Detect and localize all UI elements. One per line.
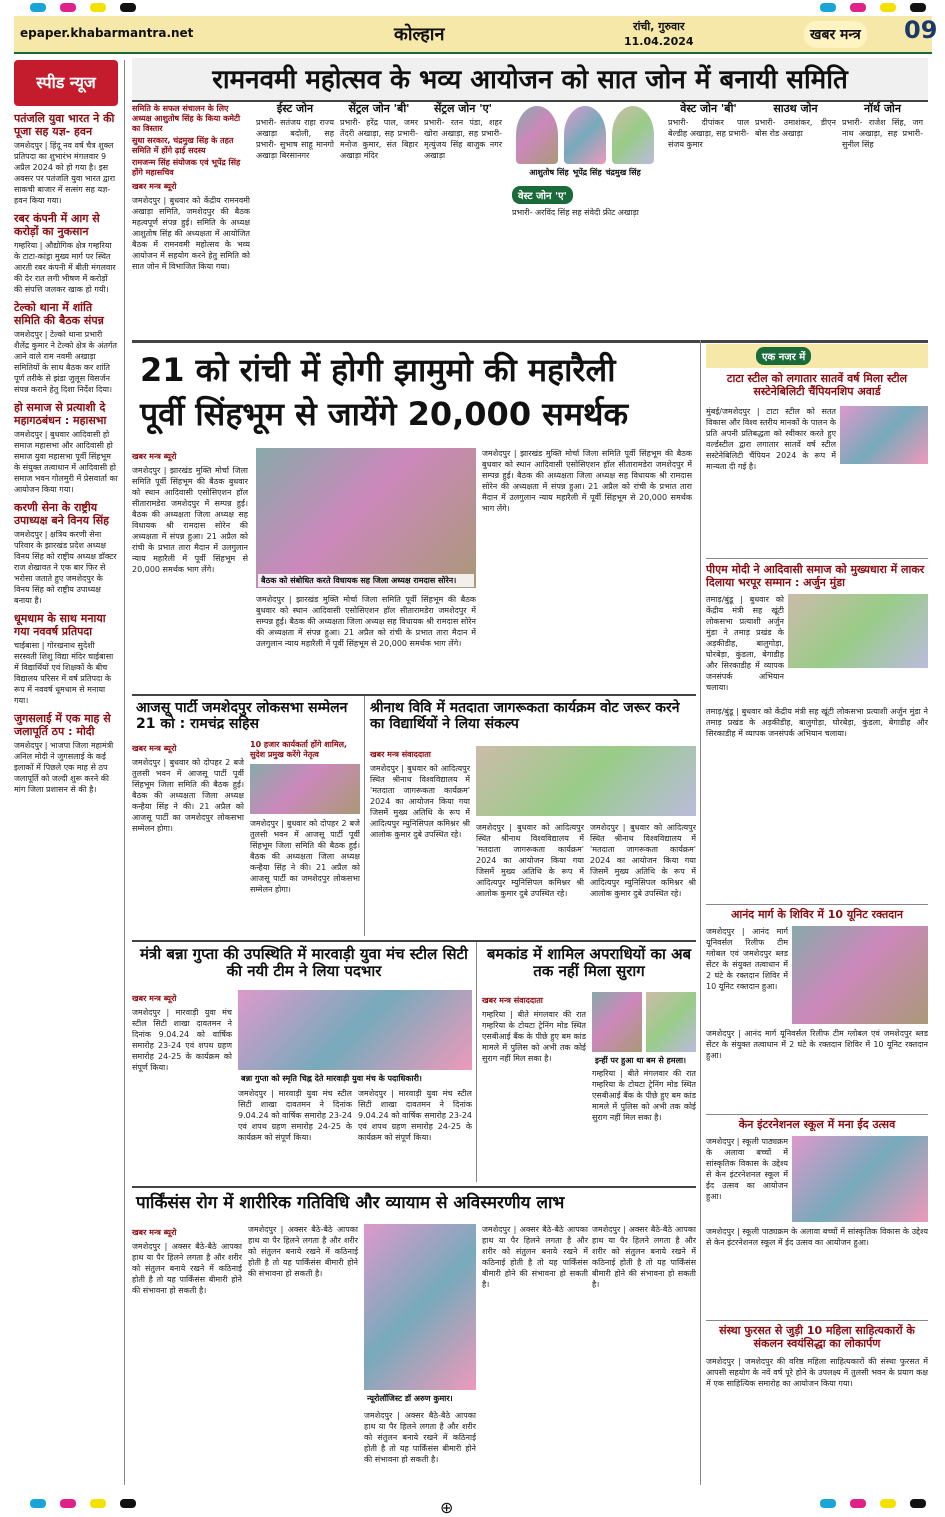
marwari-body-cont: जमशेदपुर | मारवाड़ी युवा मंच स्टील सिटी शाखा दावतमन ने दिनांक 9.04.24 को वार्षिक समारोह 23-24 एवं शपथ ग्रहण समारोह 24-25 के कार्यक्रम को संपूर्ण किया। bbox=[358, 1089, 472, 1142]
registration-marks-bottom bbox=[0, 1496, 945, 1510]
lead-headline-line2: पूर्वी सिंहभूम से जायेंगे 20,000 समर्थक bbox=[140, 395, 629, 433]
speed-news-headline: रबर कंपनी में आग से करोड़ों का नुकसान bbox=[14, 212, 100, 238]
story-divider bbox=[706, 1114, 928, 1115]
sanstha-headline: संस्था फुरसत से जुड़ी 10 महिला साहित्यकारों के संकलन स्वयंसिद्धा का लोकार्पण bbox=[719, 1324, 915, 1351]
zone-title: वेस्ट जोन 'बी' bbox=[680, 102, 737, 115]
shrinath-body-cont: जमशेदपुर | बुधवार को आदित्यपुर स्थित श्रीनाथ विश्वविद्यालय में 'मतदाता जागरूकता कार्यक्रम' 2024 का आयोजन किया गया जिसमें मुख्य अतिथि के रूप में आदित्यपुर म्युनिसिपल कमिश्नर श्री आलोक कुमार दुबे उपस्थित रहे। bbox=[590, 823, 696, 898]
masthead bbox=[14, 16, 938, 54]
nazar-tag: एक नजर में bbox=[756, 347, 811, 365]
anand-headline: आनंद मार्ग के शिविर में 10 यूनिट रक्तदान bbox=[730, 908, 904, 921]
zone-text: प्रभारी- सतंजय राहा राज्य अखाड़ा बदोली, सह प्रभारी- सुभाष साहू मानगो अखाड़ा बिरसानगर bbox=[256, 118, 334, 160]
parkinson-text bbox=[132, 1224, 242, 1485]
column-divider bbox=[364, 696, 365, 936]
registration-marks-top bbox=[0, 0, 945, 14]
speed-news-headline: हो समाज से प्रत्याशी दे महागठबंधन : महासभा bbox=[14, 401, 107, 427]
lead-headline-line1: 21 को रांची में होगी झामुमो की महारैली bbox=[140, 351, 616, 389]
anand-body-cont: जमशेदपुर | आनंद मार्ग यूनिवर्सल रिलीफ टीम ग्लोबल एवं जमशेदपुर ब्लड सेंटर के संयुक्त तत्वाधान में 2 घंटे के रक्तदान शिविर में 10 यूनिट रक्तदान हुआ। bbox=[706, 1029, 928, 1060]
anand-body: जमशेदपुर | आनंद मार्ग यूनिवर्सल रिलीफ टीम ग्लोबल एवं जमशेदपुर ब्लड सेंटर के संयुक्त तत्वाधान में 2 घंटे के रक्तदान शिविर में 10 यूनिट रक्तदान हुआ। bbox=[706, 927, 788, 991]
section-divider bbox=[132, 1186, 696, 1188]
official-photo bbox=[612, 106, 654, 164]
column-divider bbox=[700, 340, 701, 1485]
speed-news-headline: पतंजलि युवा भारत ने की पूजा सह यज्ञ- हवन bbox=[14, 112, 115, 138]
zone-text: प्रभारी- हरेंद्र पाल, जमर तेंदरी अखाड़ा, सह प्रभारी- मनोज कुमार, संत बिहार अखाड़ा मंदिर bbox=[340, 118, 418, 160]
official-name: आशुतोष सिंह bbox=[529, 168, 569, 177]
officials-photos bbox=[512, 104, 662, 254]
marwari-photo bbox=[238, 990, 472, 1070]
zone-text: प्रभारी- उमाशंकर, डीएन बोस रोड अखाड़ा bbox=[755, 118, 836, 138]
bamkand-photo-caption: इन्हीं पर हुआ था बम से हमला। bbox=[592, 1054, 696, 1067]
shrinath-headline: श्रीनाथ विवि में मतदाता जागरूकता कार्यक्रम वोट जरूर करने का विद्यार्थियों ने लिया संकल्प bbox=[370, 700, 680, 733]
story-divider bbox=[706, 558, 928, 559]
lead-story-body-cont: जमशेदपुर | झारखंड मुक्ति मोर्चा जिला समिति पूर्वी सिंहभूम की बैठक बुधवार को स्थान आदिवासी एसोसिएशन हॉल सीतारामडेरा जमशेदपुर में सम्पन्न हुई। बैठक की अध्यक्षता जिला अध्यक्ष सह विधायक श्री रामदास सोरेन की अध्यक्षता में संपन्न हुआ। 21 अप्रैल को रांची के प्रभात तारा मैदान में उलगुलान न्याय महारैली में पूर्वी सिंहभूम से 20,000 समर्थक भाग लेंगे। bbox=[482, 449, 692, 513]
zone-text: प्रभारी- राजेश सिंह, जग नाथ अखाड़ा, सह प्रभारी- सुनील सिंह bbox=[842, 118, 923, 149]
lead-story-photo bbox=[256, 448, 476, 588]
ajsu-body: जमशेदपुर | बुधवार को दोपहर 2 बजे तुलसी भवन में आजसू पार्टी पूर्वी सिंहभूम जिला समिति की बैठक हुई। बैठक की अध्यक्षता जिला अध्यक्ष कन्हैया सिंह ने की। 21 अप्रैल को आजसू पार्टी का जमशेदपुर लोकसभा सम्मेलन होगा। bbox=[132, 758, 244, 833]
page-number: 09 bbox=[904, 16, 938, 44]
zone-title: सेंट्रल जोन 'बी' bbox=[348, 102, 410, 115]
accused-photo bbox=[646, 992, 696, 1052]
ajsu-point: 10 हजार कार्यकर्ता होंगे शामिल, सुदेश प्रमुख करेंगे नेतृत्व bbox=[250, 740, 348, 759]
eid-celebration-photo bbox=[792, 1136, 928, 1222]
ajsu-right-col bbox=[250, 740, 360, 938]
sidebar-point: समिति के सफल संचालन के लिए अध्यक्ष आशुतोष सिंह के किया कमेटी का विस्तार bbox=[132, 104, 241, 133]
official-photo bbox=[516, 106, 558, 164]
speed-news-body: जमशेदपुर | टेल्को थाना प्रभारी शैलेंद्र कुमार ने टेल्को क्षेत्र के अंतर्गत आने वाले राम नवमी अखाड़ा समितियों के साथ बैठक कर शांति पूर्ण तरीके से झंडा जुलूस विसर्जन संपन्न कराने हेतु दिशा निर्देश दिया। bbox=[14, 330, 117, 394]
shrinath-body: जमशेदपुर | बुधवार को आदित्यपुर स्थित श्रीनाथ विश्वविद्यालय में 'मतदाता जागरूकता कार्यक्रम' 2024 का आयोजन किया गया जिसमें मुख्य अतिथि के रूप में आदित्यपुर म्युनिसिपल कमिश्नर श्री आलोक कुमार दुबे उपस्थित रहे। bbox=[370, 764, 470, 839]
marwari-headline: मंत्री बन्ना गुप्ता की उपस्थिति में मारवाड़ी युवा मंच स्टील सिटी की नयी टीम ने लिया पदभार bbox=[140, 945, 468, 981]
sidebar-point: सुधा सरकार, चंद्रमुख सिंह के तहत समिति में होंगे ढ़ाई सदस्य bbox=[132, 136, 234, 155]
blood-donation-photo bbox=[792, 926, 928, 1024]
speed-news-headline: जुगसलाई में एक माह से जलापूर्ति ठप : मोदी bbox=[14, 712, 111, 738]
parkinson-headline: पार्किंसंस रोग में शारीरिक गतिविधि और व्यायाम से अविस्मरणीय लाभ bbox=[136, 1193, 565, 1213]
top-story-headline: रामनवमी महोत्सव के भव्य आयोजन को सात जोन में बनायी समिति bbox=[132, 58, 928, 102]
lead-story-body: जमशेदपुर | झारखंड मुक्ति मोर्चा जिला समिति पूर्वी सिंहभूम की बैठक बुधवार को स्थान आदिवासी एसोसिएशन हॉल सीतारामडेरा जमशेदपुर में सम्पन्न हुई। बैठक की अध्यक्षता जिला अध्यक्ष सह विधायक श्री रामदास सोरेन की अध्यक्षता में संपन्न हुआ। 21 अप्रैल को रांची के प्रभात तारा मैदान में उलगुलान न्याय महारैली में पूर्वी सिंहभूम से 20,000 समर्थक भाग लेंगे। bbox=[132, 466, 248, 574]
speed-news-headline: करणी सेना के राष्ट्रीय उपाध्यक्ष बने विनय सिंह bbox=[14, 501, 109, 527]
zone-box bbox=[256, 104, 334, 161]
issue-date: 11.04.2024 bbox=[624, 35, 694, 48]
byline: खबर मन्त्र ब्यूरो bbox=[132, 1228, 177, 1237]
section-divider bbox=[132, 940, 696, 942]
city-day: रांची, गुरुवार bbox=[633, 20, 685, 33]
nazar-header bbox=[706, 344, 928, 368]
parkinson-body-cont: जमशेदपुर | अक्सर बैठे-बैठे आपका हाथ या पैर हिलने लगता है और शरीर को संतुलन बनाये रखने में कठिनाई होती है तो यह पार्किंसंस बीमारी होने की संभावना हो सकती है। bbox=[364, 1411, 476, 1464]
zone-box bbox=[340, 104, 418, 161]
zone-title: नॉर्थ जोन bbox=[864, 102, 901, 115]
doctor-photo-caption: न्यूरोलॉजिस्ट डॉ अरुण कुमार। bbox=[364, 1392, 476, 1405]
top-story-sidebar bbox=[132, 104, 250, 313]
speed-news-body: जमशेदपुर | भाजपा जिला महामंत्री अनिल मोदी ने जुगसलाई के कई इलाकों में पिछले एक माह से ठप जलापूर्ति को जल्दी शुरू करने की मांग जिला प्रशासन से की है। bbox=[14, 741, 114, 794]
zone-box bbox=[424, 104, 502, 161]
cairn-body-cont: जमशेदपुर | स्कूली पाठ्यक्रम के अलावा बच्चों में सांस्कृतिक विकास के उद्देश्य से केन इंटरनेशनल स्कूल में ईद उत्सव का आयोजन हुआ। bbox=[706, 1227, 928, 1247]
byline: खबर मन्त्र संवाददाता bbox=[482, 996, 543, 1005]
sidebar-point: रामजन्म सिंह संयोजक एवं भूपेंद्र सिंह होंगे महासचिव bbox=[132, 158, 241, 177]
tata-body: मुंबई/जमशेदपुर | टाटा स्टील को सतत विकास और विश्व स्तरीय मानकों के पालन के प्रति अपनी प्रतिबद्धता को स्वीकार करते हुए वर्ल्डस्टील द्वारा लगातार सातवें वर्ष स्टील सस्टेनेबिलिटी चैंपियन 2024 के रूप में मान्यता दी गई है। bbox=[706, 407, 836, 471]
zone-text: प्रभारी- रतन पंडा, शहर खोरा अखाड़ा, सह प्रभारी- मृत्युंजय सिंह बाजुक नगर अखाड़ा bbox=[424, 118, 502, 160]
parkinson-body: जमशेदपुर | अक्सर बैठे-बैठे आपका हाथ या पैर हिलने लगता है और शरीर को संतुलन बनाये रखने में कठिनाई होती है तो यह पार्किंसंस बीमारी होने की संभावना हो सकती है। bbox=[132, 1242, 242, 1295]
zone-title: सेंट्रल जोन 'ए' bbox=[433, 102, 493, 115]
epaper-url-link[interactable]: epaper.khabarmantra.net bbox=[20, 26, 194, 40]
tata-headline: टाटा स्टील को लगातार सातवें वर्ष मिला स्टील सस्टेनेबिलिटी चैंपियनशिप अवार्ड bbox=[726, 372, 908, 399]
zones-group-2 bbox=[668, 104, 928, 254]
brand-logo: खबर मन्त्र bbox=[804, 21, 867, 48]
modi-body-cont: तमाड़/बुंडू | बुधवार को केंद्रीय मंत्री सह खूंटी लोकसभा प्रत्याशी अर्जुन मुंडा ने तमाड़ प्रखंड के अड़कीडीह, बालुगोड़ा, घोरबेड़ा, कुंडला, बेगाडीह और सिरकाडीह में व्यापक जनसंपर्क अभियान चलाया। bbox=[706, 707, 928, 738]
zones-group-1 bbox=[256, 104, 506, 254]
shrinath-event-photo bbox=[476, 746, 696, 816]
cairn-headline: केन इंटरनेशनल स्कूल में मना ईद उत्सव bbox=[738, 1118, 896, 1131]
top-story-body: जमशेदपुर | बुधवार को केंद्रीय रामनवमी अखाड़ा समिति, जमशेदपुर की बैठक महत्वपूर्ण संपन्न हुई। समिति के अध्यक्ष आशुतोष सिंह की अध्यक्षता में आयोजित बैठक में रामनवमी महोत्सव के भव्य आयोजन में सहयोग करने हेतु समिति को सात जोन में विभाजित किया गया। bbox=[132, 196, 250, 271]
speed-news-body: जमशेदपुर | बुधवार आदिवासी हो समाज महासभा और आदिवासी हो समाज युवा महासभा पूर्वी सिंहभूम के संयुक्त तत्वाधान में आदिवासी हो समाज भवन गोलमुरी में प्रेसवार्ता का आयोजन किया गया। bbox=[14, 430, 118, 494]
zone-box bbox=[668, 104, 749, 150]
doctor-photo bbox=[364, 1224, 476, 1390]
dateline bbox=[624, 19, 694, 49]
ajsu-body-cont: जमशेदपुर | बुधवार को दोपहर 2 बजे तुलसी भवन में आजसू पार्टी पूर्वी सिंहभूम जिला समिति की बैठक हुई। बैठक की अध्यक्षता जिला अध्यक्ष कन्हैया सिंह ने की। 21 अप्रैल को आजसू पार्टी का जमशेदपुर लोकसभा सम्मेलन होगा। bbox=[250, 819, 360, 894]
marwari-photo-caption: बन्ना गुप्ता को स्मृति चिह्न देते मारवाड़ी युवा मंच के पदाधिकारी। bbox=[238, 1072, 472, 1085]
arjun-munda-photo bbox=[788, 594, 928, 668]
accused-photo bbox=[592, 992, 642, 1052]
zone-box bbox=[842, 104, 923, 150]
byline: खबर मन्त्र ब्यूरो bbox=[132, 452, 177, 461]
speed-news-body: जमशेदपुर | हिंदू नव वर्ष चैत्र शुक्ल प्रतिपदा का शुभारंभ मंगलवार 9 अप्रैल 2024 को हो गया है। इस अवसर पर पतंजलि युवा भारत द्वारा साकची बाजार में सत्संग सह यज्ञ- हवन किया गया। bbox=[14, 141, 116, 205]
marwari-body-cont: जमशेदपुर | मारवाड़ी युवा मंच स्टील सिटी शाखा दावतमन ने दिनांक 9.04.24 को वार्षिक समारोह 23-24 एवं शपथ ग्रहण समारोह 24-25 के कार्यक्रम को संपूर्ण किया। bbox=[238, 1089, 352, 1142]
lead-story-body-cont: जमशेदपुर | झारखंड मुक्ति मोर्चा जिला समिति पूर्वी सिंहभूम की बैठक बुधवार को स्थान आदिवासी एसोसिएशन हॉल सीतारामडेरा जमशेदपुर में सम्पन्न हुई। बैठक की अध्यक्षता जिला अध्यक्ष सह विधायक श्री रामदास सोरेन की अध्यक्षता में संपन्न हुआ। 21 अप्रैल को रांची के प्रभात तारा मैदान में उलगुलान न्याय महारैली में पूर्वी सिंहभूम से 20,000 समर्थक भाग लेंगे। bbox=[256, 595, 476, 648]
speed-news-tag: स्पीड न्यूज bbox=[14, 60, 118, 106]
zone-text: प्रभारी- दीपांकर पाल बेल्डीह अखाड़ा, सह प्रभारी- संजय कुमार bbox=[668, 118, 749, 149]
column-divider bbox=[124, 60, 125, 1485]
byline: खबर मन्त्र ब्यूरो bbox=[132, 994, 177, 1003]
section-divider bbox=[132, 694, 696, 696]
marwari-text bbox=[132, 990, 232, 1193]
bamkand-body-cont: गम्हरिया | बीते मंगलवार की रात गम्हरिया के टोयटा ट्रेनिंग मोड स्थित एसबीआई बैंक के पीछे हुए बम कांड मामले में पुलिस को अभी तक कोई सुराग नहीं मिल सका है। bbox=[592, 1069, 696, 1122]
zone-text: प्रभारी- अरविंद सिंह सह संवेदी फ्रीट अखाड़ा bbox=[512, 208, 639, 217]
ajsu-photo bbox=[250, 764, 360, 814]
speed-news-body: चाईबासा | गोरखनाथ सुदेशी सरस्वती शिशु विद्या मंदिर चाईबासा में विद्यार्थियों एवं शिक्षकों के बीच विद्यालय परिसर में वर्ष प्रतिपदा के रूप में नववर्ष धूमधाम से मनाया गया। bbox=[14, 641, 114, 705]
ajsu-text bbox=[132, 740, 244, 937]
official-photo bbox=[564, 106, 606, 164]
bamkand-headline: बमकांड में शामिल अपराधियों का अब तक नहीं मिला सुराग bbox=[486, 945, 692, 981]
bamkand-text bbox=[482, 992, 586, 1185]
marwari-body: जमशेदपुर | मारवाड़ी युवा मंच स्टील सिटी शाखा दावतमन ने दिनांक 9.04.24 को वार्षिक समारोह 23-24 एवं शपथ ग्रहण समारोह 24-25 के कार्यक्रम को संपूर्ण किया। bbox=[132, 1008, 232, 1072]
lead-photo-caption: बैठक को संबोधित करते विधायक सह जिला अध्यक्ष रामदास सोरेन। bbox=[258, 574, 474, 587]
official-name: भूपेंद्र सिंह bbox=[572, 168, 602, 177]
speed-news-headline: टेल्को थाना में शांति समिति की बैठक संपन्न bbox=[14, 301, 104, 327]
zone-badge: वेस्ट जोन 'ए' bbox=[512, 186, 573, 204]
tata-award-photo bbox=[840, 406, 928, 464]
column-divider bbox=[476, 942, 477, 1182]
story-divider bbox=[706, 904, 928, 905]
story-divider bbox=[706, 1320, 928, 1321]
modi-body: तमाड़/बुंडू | बुधवार को केंद्रीय मंत्री सह खूंटी लोकसभा प्रत्याशी अर्जुन मुंडा ने तमाड़ प्रखंड के अड़कीडीह, बालुगोड़ा, घोरबेड़ा, कुंडला, बेगाडीह और सिरकाडीह में व्यापक जनसंपर्क अभियान चलाया। bbox=[706, 595, 784, 692]
byline: खबर मन्त्र ब्यूरो bbox=[132, 744, 177, 753]
bamkand-body: गम्हरिया | बीते मंगलवार की रात गम्हरिया के टोयटा ट्रेनिंग मोड स्थित एसबीआई बैंक के पीछे हुए बम कांड मामले में पुलिस को अभी तक कोई सुराग नहीं मिल सका है। bbox=[482, 1010, 586, 1063]
speed-news-headline: धूमधाम के साथ मनाया गया नववर्ष प्रतिपदा bbox=[14, 612, 106, 638]
lead-story-text bbox=[132, 448, 248, 697]
section-divider bbox=[132, 340, 928, 343]
parkinson-body-cont: जमशेदपुर | अक्सर बैठे-बैठे आपका हाथ या पैर हिलने लगता है और शरीर को संतुलन बनाये रखने में कठिनाई होती है तो यह पार्किंसंस बीमारी होने की संभावना हो सकती है। bbox=[482, 1225, 588, 1289]
parkinson-body-cont: जमशेदपुर | अक्सर बैठे-बैठे आपका हाथ या पैर हिलने लगता है और शरीर को संतुलन बनाये रखने में कठिनाई होती है तो यह पार्किंसंस बीमारी होने की संभावना हो सकती है। bbox=[592, 1225, 696, 1289]
byline: खबर मन्त्र ब्यूरो bbox=[132, 182, 177, 191]
cairn-body: जमशेदपुर | स्कूली पाठ्यक्रम के अलावा बच्चों में सांस्कृतिक विकास के उद्देश्य से केन इंटरनेशनल स्कूल में ईद उत्सव का आयोजन हुआ। bbox=[706, 1137, 788, 1201]
byline: खबर मन्त्र संवाददाता bbox=[370, 750, 431, 759]
parkinson-body-cont: जमशेदपुर | अक्सर बैठे-बैठे आपका हाथ या पैर हिलने लगता है और शरीर को संतुलन बनाये रखने में कठिनाई होती है तो यह पार्किंसंस बीमारी होने की संभावना हो सकती है। bbox=[248, 1225, 358, 1278]
speed-news-body: जमशेदपुर | क्षत्रिय करणी सेना परिवार के झारखंड प्रदेश अध्यक्ष विनय सिंह को राष्ट्रीय अध्यक्ष डॉक्टर राज शेखावत ने एक बार फिर से भरोसा जताते हुए जमशेदपुर के विनय सिंह को राष्ट्रीय उपाध्यक्ष बनाया है। bbox=[14, 530, 117, 605]
speed-news-column bbox=[14, 60, 118, 795]
shrinath-body-cont: जमशेदपुर | बुधवार को आदित्यपुर स्थित श्रीनाथ विश्वविद्यालय में 'मतदाता जागरूकता कार्यक्रम' 2024 का आयोजन किया गया जिसमें मुख्य अतिथि के रूप में आदित्यपुर म्युनिसिपल कमिश्नर श्री आलोक कुमार दुबे उपस्थित रहे। bbox=[476, 823, 584, 898]
section-title: कोल्हान bbox=[394, 24, 445, 45]
zone-title: साउथ जोन bbox=[773, 102, 818, 115]
sanstha-body: जमशेदपुर | जमशेदपुर की वरिष्ठ महिला साहित्यकारों की संस्था फुरसत में आपसी सहयोग के नवें वर्ष पूरे होने के उपलक्ष्य में तुलसी भवन के प्रयाग कक्ष में एक साहित्यिक समारोह का आयोजन किया गया। bbox=[706, 1357, 928, 1388]
speed-news-body: गम्हरिया | औद्योगिक क्षेत्र गम्हरिया के टाटा-कांड्रा मुख्य मार्ग पर स्थित आरती रबर कंपनी में बीती मंगलवार की देर रात लगी भीषण में करोड़ों की संपत्ति जलकर खाक हो गयी। bbox=[14, 241, 116, 294]
shrinath-text bbox=[370, 746, 470, 937]
modi-headline: पीएम मोदी ने आदिवासी समाज को मुख्यधारा में लाकर दिलाया भरपूर सम्मान : अर्जुन मुंडा bbox=[706, 563, 925, 590]
zone-title: ईस्ट जोन bbox=[276, 102, 314, 115]
zone-box bbox=[755, 104, 836, 139]
official-name: चंद्रमुख सिंह bbox=[605, 168, 641, 177]
crosshair-icon: ⊕ bbox=[440, 1498, 454, 1517]
ajsu-headline: आजसू पार्टी जमशेदपुर लोकसभा सम्मेलन 21 को : रामचंद्र सहिस bbox=[136, 700, 348, 733]
